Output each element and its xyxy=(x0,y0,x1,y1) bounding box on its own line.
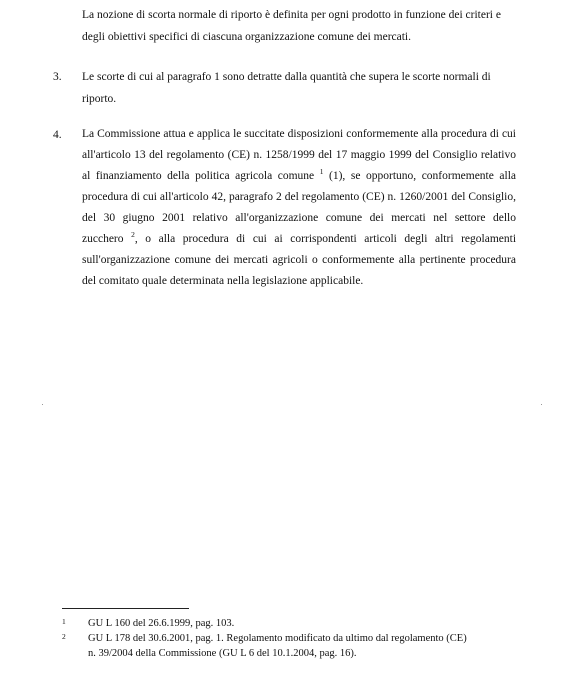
footnote-mark: 1 xyxy=(62,617,66,626)
intro-line: degli obiettivi specifici di ciascuna organizzazione comune dei mercati. xyxy=(82,31,412,43)
footnote-text: n. 39/2004 della Commissione (GU L 6 del 10.1.2004, pag. 16). xyxy=(88,648,357,659)
paragraph-number: 4. xyxy=(53,129,62,141)
footnote-text: GU L 178 del 30.6.2001, pag. 1. Regolamento modificato da ultimo dal regolamento (CE) xyxy=(88,633,467,644)
paragraph-3 xyxy=(82,66,516,110)
paragraph-line-text: zucchero xyxy=(82,233,124,245)
footnote-separator xyxy=(62,608,189,609)
paragraph-line-tail: , o alla procedura di cui ai corrispondenti articoli degli altri regolamenti xyxy=(134,233,516,245)
footnote-text: GU L 160 del 26.6.1999, pag. 103. xyxy=(88,618,235,629)
paragraph-line-tail: (1), se opportuno, conformemente alla xyxy=(329,170,516,182)
scan-speck xyxy=(541,404,542,405)
footnote-mark: 2 xyxy=(62,632,66,641)
paragraph-line xyxy=(82,166,516,187)
paragraph-line: del comitato quale determinata nella legislazione applicabile. xyxy=(82,275,364,287)
paragraph-line-text: al finanziamento della politica agricola comune xyxy=(82,170,315,182)
paragraph-line: all'articolo 13 del regolamento (CE) n. 1258/1999 del 17 maggio 1999 del Consiglio relativo xyxy=(82,149,516,161)
paragraph-line: del 30 giugno 2001 relativo all'organizzazione comune dei mercati nel settore dello xyxy=(82,212,516,224)
paragraph-line: riporto. xyxy=(82,93,117,105)
intro-line: La nozione di scorta normale di riporto è definita per ogni prodotto in funzione dei criteri e xyxy=(82,9,501,21)
paragraph-line: Le scorte di cui al paragrafo 1 sono detratte dalla quantità che supera le scorte normali di xyxy=(82,71,491,83)
paragraph-line xyxy=(82,229,516,250)
paragraph-4 xyxy=(82,124,516,292)
footnote-ref: 2 xyxy=(131,230,135,240)
paragraph-line: procedura di cui all'articolo 42, paragrafo 2 del regolamento (CE) n. 1260/2001 del Consiglio, xyxy=(82,191,516,203)
footnote-ref: 1 xyxy=(319,167,324,177)
paragraph-number: 3. xyxy=(53,71,62,83)
scan-speck xyxy=(42,404,43,405)
paragraph-line: sull'organizzazione comune dei mercati agricoli o conformemente alla pertinente procedura xyxy=(82,254,516,266)
intro-paragraph xyxy=(82,4,522,48)
paragraph-line: La Commissione attua e applica le succitate disposizioni conformemente alla procedura di cui xyxy=(82,128,516,140)
